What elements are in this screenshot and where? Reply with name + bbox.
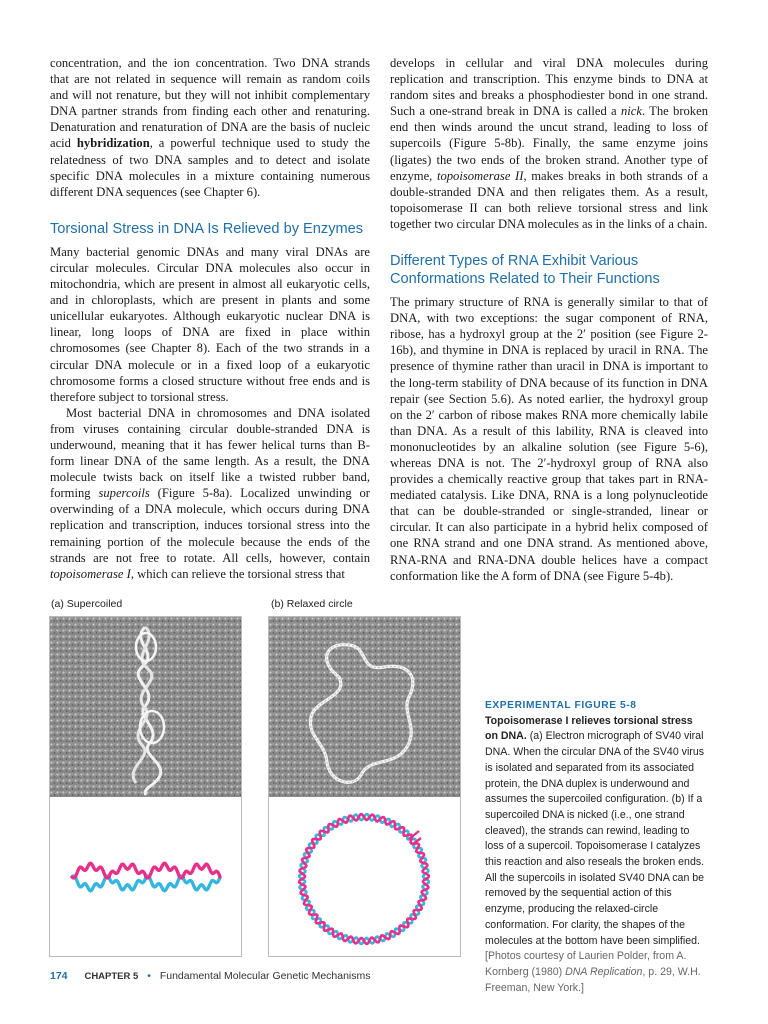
figure-title: Topoisomerase I relieves torsional stress on DNA. xyxy=(485,714,693,743)
figure-panel-supercoiled xyxy=(49,616,242,957)
term-hybridization: hybridization xyxy=(76,136,150,151)
paragraph: Many bacterial genomic DNAs and many viral DNAs are circular molecules. Circular DNA molecules also occur in mitochondria, which are present in almost all eukaryotic cells, and in chloroplasts, which are present in plants and some unicellular eukaryotes. Although eukaryotic nuclear DNA is linear, long loops of DNA are fixed in place within chromosomes (see Chapter 8). Each of the two strands in a circular DNA molecule or in a fixed loop of a eukaryotic chromosome forms a closed structure without free ends and is therefore subject to torsional stress. xyxy=(50,244,370,404)
footer-separator: • xyxy=(147,970,151,982)
term-topoisomerase-1: topoisomerase I xyxy=(50,566,131,581)
term-supercoils: supercoils xyxy=(98,486,150,501)
paragraph: concentration, and the ion concentration. Two DNA strands that are not related in sequence will remain as random coils and will not renature, but they will not inhibit complementary DNA partner strands from finding each other and renaturing. Denaturation and renaturation of DNA are the basis of nucleic acid hybridization, a powerful technique used to study the relatedness of two DNA samples and to detect and isolate specific DNA molecules in a mixture containing numerous different DNA sequences (see Chapter 6). xyxy=(50,56,371,199)
figure-credit: [Photos courtesy of Laurien Polder, from A. Kornberg (1980) DNA Replication, p. 29, W.H. Freeman, New York.] xyxy=(485,950,701,994)
term-nick: nick xyxy=(620,104,642,119)
figure-panel-relaxed xyxy=(268,616,461,957)
page-number: 174 xyxy=(50,970,68,982)
supercoiled-figure xyxy=(50,617,241,956)
figure-label-b: (b) Relaxed circle xyxy=(271,598,353,610)
section-heading: Torsional Stress in DNA Is Relieved by Enzymes xyxy=(50,220,364,237)
electron-micrograph-relaxed xyxy=(269,617,460,797)
paragraph: develops in cellular and viral DNA molecules during replication and transcription. This enzyme binds to DNA at random sites and breaks a phosphodiester bond in one strand. Such a one-strand break in DNA is called a nick. The broken end then winds around the uncut strand, leading to loss of supercoils (Figure 5-8b). Finally, the same enzyme joins (ligates) the two ends of the broken strand. Another type of enzyme, topoisomerase II, makes breaks in both strands of a double-stranded DNA and then religates them. As a result, topoisomerase II can both relieve torsional stress and link together two circular DNA molecules as in the links of a chain. xyxy=(390,56,708,231)
paragraph: Most bacterial DNA in chromosomes and DNA isolated from viruses containing circular double-stranded DNA is underwound, meaning that it has fewer helical turns than B-form linear DNA of the same length. As a result, the DNA molecule twists back on itself like a twisted rubber band, forming supercoils (Figure 5-8a). Localized unwinding or overwinding of a DNA molecule, which occurs during DNA replication and transcription, induces torsional stress into the remaining portion of the molecule because the ends of the strands are not free to rotate. All cells, however, contain topoisomerase I, which can relieve the torsional stress that xyxy=(50,405,370,581)
figure-caption-body: (a) Electron micrograph of SV40 viral DNA. When the circular DNA of the SV40 virus is isolated and separated from its associated protein, the DNA duplex is underwound and assumes the supercoiled configuration. (b) If a supercoiled DNA is nicked (i.e., one strand cleaved), the strands can rewind, leading to loss of a supercoil. Topoisomerase I catalyzes this reaction and also reseals the broken ends. All the supercoils in isolated SV40 DNA can be removed by the sequential action of this enzyme, producing the relaxed-circle conformation. For clarity, the shapes of the molecules at the bottom have been simplified. xyxy=(485,730,705,947)
term-topoisomerase-2: topoisomerase II xyxy=(436,168,524,183)
chapter-label: CHAPTER 5 xyxy=(84,971,139,982)
figure-label-a: (a) Supercoiled xyxy=(51,598,123,610)
page-footer xyxy=(50,970,371,982)
paragraph: The primary structure of RNA is generally similar to that of DNA, with two exceptions: the sugar component of RNA, ribose, has a hydroxyl group at the 2′ position (see Figure 2-16b), and thymine in DNA is replaced by uracil in RNA. The presence of thymine rather than uracil in DNA is important to the long-term stability of DNA because of its function in DNA repair (see Section 5.6). As noted earlier, the hydroxyl group on the 2′ carbon of ribose makes RNA more chemically labile than DNA. As a result of this lability, RNA is cleaved into mononucleotides by an alkaline solution (see Figure 5-6), whereas DNA is not. The 2′-hydroxyl group of RNA also provides a chemically reactive group that takes part in RNA-mediated catalysis. Like DNA, RNA is a long polynucleotide that can be double-stranded or single-stranded, linear or circular. It can also participate in a hybrid helix composed of one RNA strand and one DNA strand. As mentioned above, RNA-RNA and RNA-DNA double helices have a compact conformation like the A form of DNA (see Figure 5-4b). xyxy=(390,295,708,583)
figure-number: EXPERIMENTAL FIGURE 5-8 xyxy=(485,700,637,711)
right-column xyxy=(390,55,708,584)
electron-micrograph-supercoiled xyxy=(50,617,241,797)
section-heading: Different Types of RNA Exhibit Various Conformations Related to Their Functions xyxy=(390,253,660,288)
figure-caption xyxy=(485,698,707,996)
relaxed-figure xyxy=(269,617,460,956)
left-column xyxy=(50,55,370,582)
chapter-title: Fundamental Molecular Genetic Mechanisms xyxy=(159,970,371,982)
